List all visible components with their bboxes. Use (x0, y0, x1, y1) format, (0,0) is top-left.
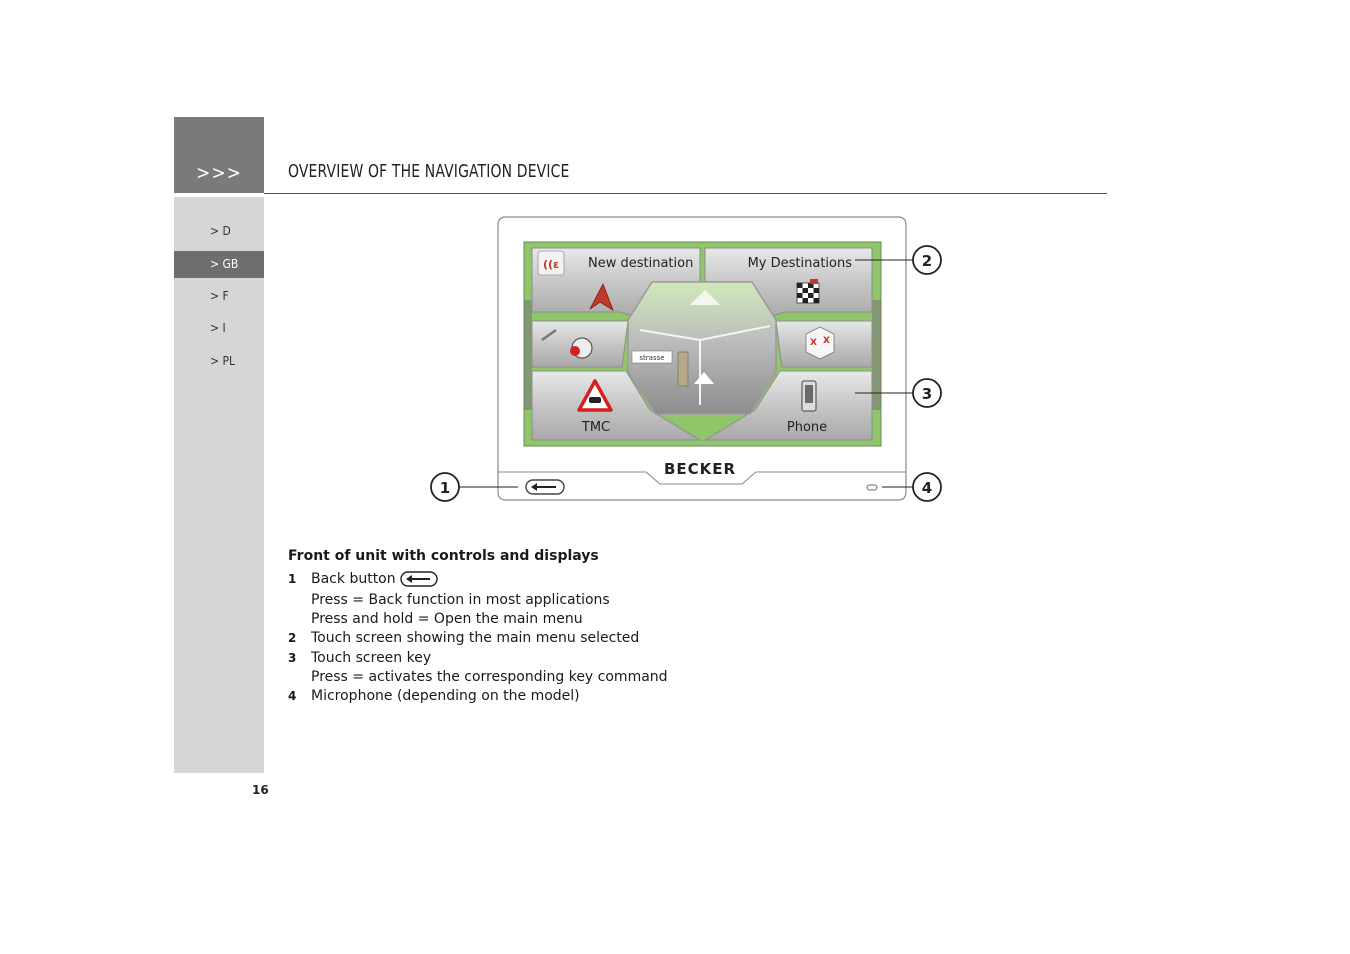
item-number: 3 (288, 651, 297, 665)
svg-text:X: X (823, 336, 830, 346)
tile-phone-label: Phone (786, 420, 828, 435)
page-number: 16 (252, 783, 269, 797)
item-text: Microphone (depending on the model) (311, 688, 580, 704)
checkered-flag-icon (797, 279, 819, 303)
callout-3 (913, 379, 941, 407)
item-number: 1 (288, 572, 297, 586)
item-text: Press = Back function in most applications (311, 592, 610, 608)
page-title: OVERVIEW OF THE NAVIGATION DEVICE (288, 161, 570, 182)
header-chevrons: >>> (196, 162, 242, 184)
callout-1 (431, 473, 459, 501)
svg-text:2: 2 (921, 252, 933, 270)
svg-text:4: 4 (921, 479, 933, 497)
back-button-icon (400, 571, 438, 587)
back-button[interactable] (526, 480, 564, 494)
item-text: Touch screen showing the main menu selected (311, 630, 640, 646)
sidebar-item-i[interactable]: > I (210, 321, 226, 335)
map-street-label: strasse (639, 354, 665, 362)
extras-cube-icon (806, 327, 834, 359)
item-number: 4 (288, 689, 297, 703)
brand-logo: BECKER (663, 460, 737, 478)
sidebar-item-gb[interactable]: > GB (174, 251, 264, 278)
phone-icon (802, 381, 816, 411)
item-text: Press = activates the corresponding key command (311, 669, 668, 685)
tile-my-destinations-label: My Destinations (747, 256, 852, 271)
callout-2 (913, 246, 941, 274)
svg-text:((ɛ: ((ɛ (543, 258, 560, 271)
item-text: Press and hold = Open the main menu (311, 611, 583, 627)
svg-text:1: 1 (439, 479, 451, 497)
touch-screen (524, 242, 881, 446)
item-text: Touch screen key (311, 650, 432, 666)
item-text: Back button (311, 571, 396, 587)
sidebar-item-d[interactable]: > D (210, 224, 231, 238)
sidebar-item-pl[interactable]: > PL (210, 354, 235, 368)
section-title: Front of unit with controls and displays (288, 548, 599, 564)
svg-text:3: 3 (921, 385, 933, 403)
svg-text:X: X (810, 338, 817, 348)
item-number: 2 (288, 631, 297, 645)
tile-tmc-label: TMC (581, 420, 611, 435)
microphone-icon (867, 485, 877, 490)
callout-4 (913, 473, 941, 501)
sidebar-item-f[interactable]: > F (210, 289, 229, 303)
tile-new-destination-label: New destination (588, 256, 694, 271)
